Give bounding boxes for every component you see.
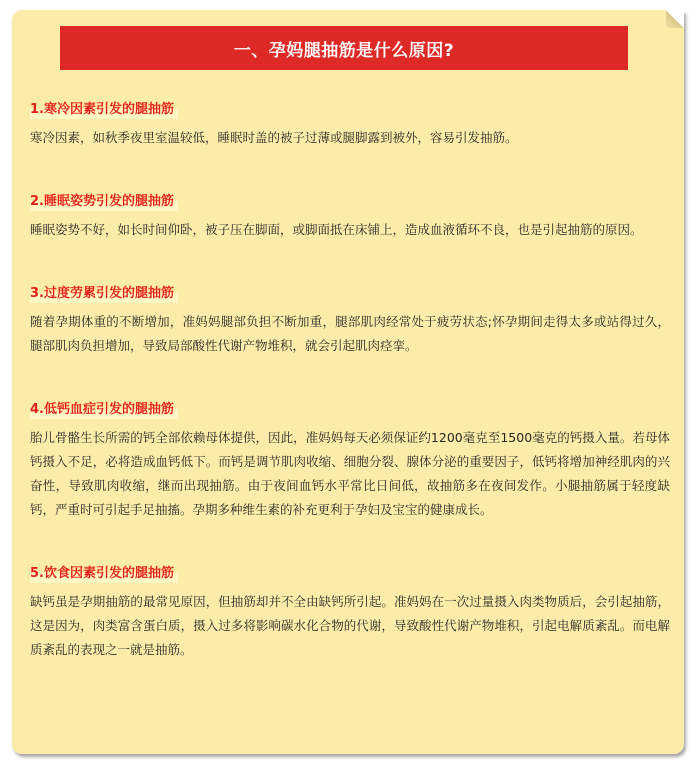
page-fold-corner <box>666 10 684 28</box>
section-heading: 5.饮食因素引发的腿抽筋 <box>30 563 178 585</box>
page-title: 一、孕妈腿抽筋是什么原因? <box>233 40 455 61</box>
section-heading: 3.过度劳累引发的腿抽筋 <box>30 283 178 305</box>
title-banner <box>60 26 628 70</box>
section-cold <box>30 98 670 150</box>
section-heading: 2.睡眠姿势引发的腿抽筋 <box>30 191 178 213</box>
section-body: 随着孕期体重的不断增加，准妈妈腿部负担不断加重，腿部肌肉经常处于疲劳状态;怀孕期间走得太多或站得过久，腿部肌肉负担增加，导致局部酸性代谢产物堆积，就会引起肌肉痉挛。 <box>30 314 670 353</box>
section-body: 缺钙虽是孕期抽筋的最常见原因，但抽筋却并不全由缺钙所引起。准妈妈在一次过量摄入肉类物质后，会引起抽筋，这是因为，肉类富含蛋白质，摄入过多将影响碳水化合物的代谢，导致酸性代谢产物堆积，引起电解质紊乱。而电解质紊乱的表现之一就是抽筋。 <box>30 594 670 657</box>
section-heading: 1.寒冷因素引发的腿抽筋 <box>30 99 178 121</box>
article-content <box>30 98 670 702</box>
section-sleep-posture <box>30 190 670 242</box>
section-fatigue <box>30 282 670 358</box>
section-hypocalcemia <box>30 398 670 522</box>
section-body: 睡眠姿势不好，如长时间仰卧，被子压在脚面，或脚面抵在床铺上，造成血液循环不良，也是引起抽筋的原因。 <box>30 222 643 237</box>
article-card <box>12 10 684 754</box>
section-body: 胎儿骨骼生长所需的钙全部依赖母体提供，因此，准妈妈每天必须保证约1200毫克至1500毫克的钙摄入量。若母体钙摄入不足，必将造成血钙低下。而钙是调节肌肉收缩、细胞分裂、腺体分泌的重要因子，低钙将增加神经肌肉的兴奋性，导致肌肉收缩，继而出现抽筋。由于夜间血钙水平常比日间低，故抽筋多在夜间发作。小腿抽筋属于轻度缺钙，严重时可引起手足抽搐。孕期多种维生素的补充更利于孕妇及宝宝的健康成长。 <box>30 430 670 517</box>
section-body: 寒冷因素，如秋季夜里室温较低，睡眠时盖的被子过薄或腿脚露到被外，容易引发抽筋。 <box>30 130 518 145</box>
section-heading: 4.低钙血症引发的腿抽筋 <box>30 399 178 421</box>
section-diet <box>30 562 670 662</box>
